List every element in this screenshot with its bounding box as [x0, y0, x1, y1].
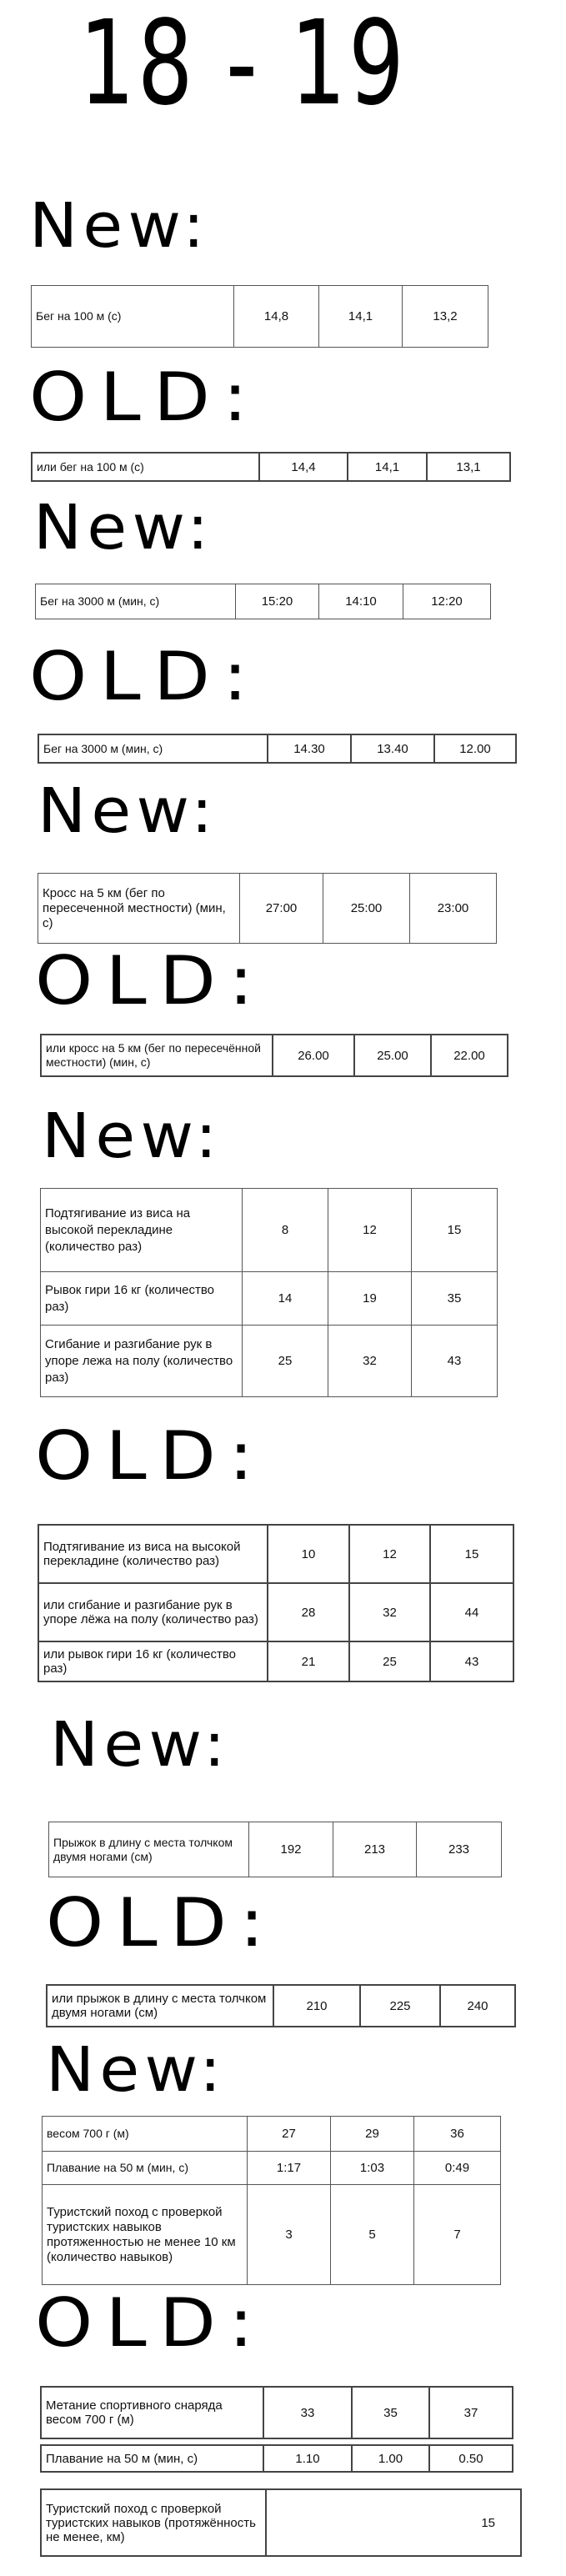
- row-label: Подтягивание из виса на высокой перекладине (количество раз): [38, 1525, 268, 1583]
- row-label: Туристский поход с проверкой туристских навыков (протяжённость не менее, км): [41, 2489, 266, 2556]
- old-label: OLD:: [35, 2284, 267, 2362]
- table-row: [43, 2117, 501, 2152]
- value-cell: 14,8: [234, 286, 319, 348]
- table-row: [32, 286, 488, 348]
- old-table-strength: [38, 1524, 514, 1682]
- old-table-throw: [40, 2386, 513, 2439]
- row-label: Бег на 3000 м (мин, с): [38, 734, 268, 763]
- page-title: 18 - 19: [79, 0, 407, 132]
- new-table-jump: [48, 1822, 502, 1877]
- table-row: [41, 1272, 498, 1326]
- value-cell: 33: [263, 2387, 352, 2438]
- value-cell: 21: [268, 1641, 349, 1681]
- value-cell: 12:20: [403, 584, 491, 619]
- value-cell: 10: [268, 1525, 349, 1583]
- table-row: [41, 1035, 508, 1076]
- value-cell: 12.00: [434, 734, 516, 763]
- old-table-swim: [40, 2444, 513, 2473]
- new-label: New:: [46, 2034, 227, 2106]
- table-row: [41, 2387, 513, 2438]
- value-cell: 213: [333, 1822, 417, 1877]
- value-cell: 26.00: [273, 1035, 354, 1076]
- value-cell: 14: [243, 1272, 328, 1326]
- old-table-hike: [40, 2488, 522, 2557]
- row-label: или сгибание и разгибание рук в упоре лёжа на полу (количество раз): [38, 1583, 268, 1641]
- row-label: или кросс на 5 км (бег по пересечённой местности) (мин, с): [41, 1035, 273, 1076]
- old-label: OLD:: [35, 942, 267, 1020]
- value-cell: 32: [349, 1583, 430, 1641]
- value-cell: 12: [349, 1525, 430, 1583]
- value-cell: 233: [417, 1822, 502, 1877]
- row-label: Рывок гири 16 кг (количество раз): [41, 1272, 243, 1326]
- value-cell: 15: [412, 1189, 498, 1272]
- value-cell: 43: [430, 1641, 513, 1681]
- value-cell: 15:20: [236, 584, 319, 619]
- table-row: [32, 453, 510, 481]
- value-cell: 12: [328, 1189, 412, 1272]
- table-row: [38, 1525, 513, 1583]
- value-cell: 44: [430, 1583, 513, 1641]
- row-label: Прыжок в длину с места толчком двумя ногами (см): [49, 1822, 249, 1877]
- new-label: New:: [29, 190, 210, 262]
- row-label: Плавание на 50 м (мин, с): [41, 2445, 263, 2472]
- old-table-100m: [31, 452, 511, 482]
- value-cell: 22.00: [431, 1035, 508, 1076]
- table-row: [38, 1641, 513, 1681]
- row-label: весом 700 г (м): [43, 2117, 248, 2152]
- value-cell: 25:00: [323, 874, 410, 944]
- value-cell: 1:03: [331, 2152, 414, 2185]
- row-label: или рывок гири 16 кг (количество раз): [38, 1641, 268, 1681]
- value-cell: 210: [273, 1985, 360, 2027]
- table-row: [38, 874, 497, 944]
- value-cell: 43: [412, 1326, 498, 1397]
- new-table-strength: [40, 1188, 498, 1397]
- table-row: [41, 2445, 513, 2472]
- old-label: OLD:: [29, 358, 261, 436]
- value-cell: 36: [414, 2117, 501, 2152]
- table-row: [41, 1189, 498, 1272]
- value-cell: 13,2: [403, 286, 488, 348]
- new-label: New:: [33, 492, 214, 564]
- row-label: Плавание на 50 м (мин, с): [43, 2152, 248, 2185]
- value-cell: 3: [248, 2185, 331, 2285]
- new-table-misc: [42, 2116, 501, 2285]
- value-cell: 23:00: [410, 874, 497, 944]
- value-cell: 15: [266, 2489, 521, 2556]
- value-cell: 35: [352, 2387, 429, 2438]
- row-label: Кросс на 5 км (бег по пересеченной местности) (мин, с): [38, 874, 240, 944]
- row-label: Подтягивание из виса на высокой перекладине (количество раз): [41, 1189, 243, 1272]
- old-table-cross: [40, 1034, 508, 1077]
- row-label: Сгибание и разгибание рук в упоре лежа на полу (количество раз): [41, 1326, 243, 1397]
- value-cell: 28: [268, 1583, 349, 1641]
- table-row: [38, 734, 516, 763]
- new-table-3000m: [35, 584, 491, 619]
- table-row: [49, 1822, 502, 1877]
- table-row: [38, 1583, 513, 1641]
- row-label: Бег на 100 м (с): [32, 286, 234, 348]
- value-cell: 27: [248, 2117, 331, 2152]
- value-cell: 25.00: [354, 1035, 431, 1076]
- value-cell: 14,1: [319, 286, 403, 348]
- row-label: Метание спортивного снаряда весом 700 г (м): [41, 2387, 263, 2438]
- row-label: или бег на 100 м (с): [32, 453, 259, 481]
- value-cell: 13,1: [427, 453, 510, 481]
- value-cell: 14:10: [319, 584, 403, 619]
- value-cell: 1.00: [352, 2445, 429, 2472]
- table-row: [43, 2185, 501, 2285]
- value-cell: 0:49: [414, 2152, 501, 2185]
- value-cell: 37: [429, 2387, 513, 2438]
- table-row: [36, 584, 491, 619]
- new-label: New:: [42, 1100, 223, 1172]
- value-cell: 5: [331, 2185, 414, 2285]
- row-label: или прыжок в длину с места толчком двумя ногами (см): [47, 1985, 273, 2027]
- old-label: OLD:: [46, 1884, 278, 1962]
- value-cell: 1:17: [248, 2152, 331, 2185]
- value-cell: 27:00: [240, 874, 323, 944]
- table-row: [41, 1326, 498, 1397]
- value-cell: 225: [360, 1985, 440, 2027]
- new-table-cross: [38, 873, 497, 944]
- value-cell: 32: [328, 1326, 412, 1397]
- value-cell: 29: [331, 2117, 414, 2152]
- value-cell: 14,1: [348, 453, 427, 481]
- value-cell: 15: [430, 1525, 513, 1583]
- table-row: [47, 1985, 515, 2027]
- row-label: Туристский поход с проверкой туристских навыков протяженностью не менее 10 км (количество навыков): [43, 2185, 248, 2285]
- value-cell: 192: [249, 1822, 333, 1877]
- value-cell: 25: [243, 1326, 328, 1397]
- value-cell: 14.30: [268, 734, 351, 763]
- old-label: OLD:: [29, 638, 261, 715]
- old-label: OLD:: [35, 1417, 267, 1495]
- old-table-3000m: [38, 734, 517, 764]
- value-cell: 19: [328, 1272, 412, 1326]
- value-cell: 1.10: [263, 2445, 352, 2472]
- value-cell: 35: [412, 1272, 498, 1326]
- value-cell: 14,4: [259, 453, 348, 481]
- value-cell: 25: [349, 1641, 430, 1681]
- value-cell: 240: [440, 1985, 515, 2027]
- table-row: [43, 2152, 501, 2185]
- new-label: New:: [38, 775, 218, 847]
- value-cell: 13.40: [351, 734, 434, 763]
- table-row: [41, 2489, 521, 2556]
- value-cell: 0.50: [429, 2445, 513, 2472]
- new-table-100m: [31, 285, 488, 348]
- value-cell: 8: [243, 1189, 328, 1272]
- value-cell: 7: [414, 2185, 501, 2285]
- row-label: Бег на 3000 м (мин, с): [36, 584, 236, 619]
- new-label: New:: [50, 1709, 231, 1781]
- old-table-jump: [46, 1984, 516, 2027]
